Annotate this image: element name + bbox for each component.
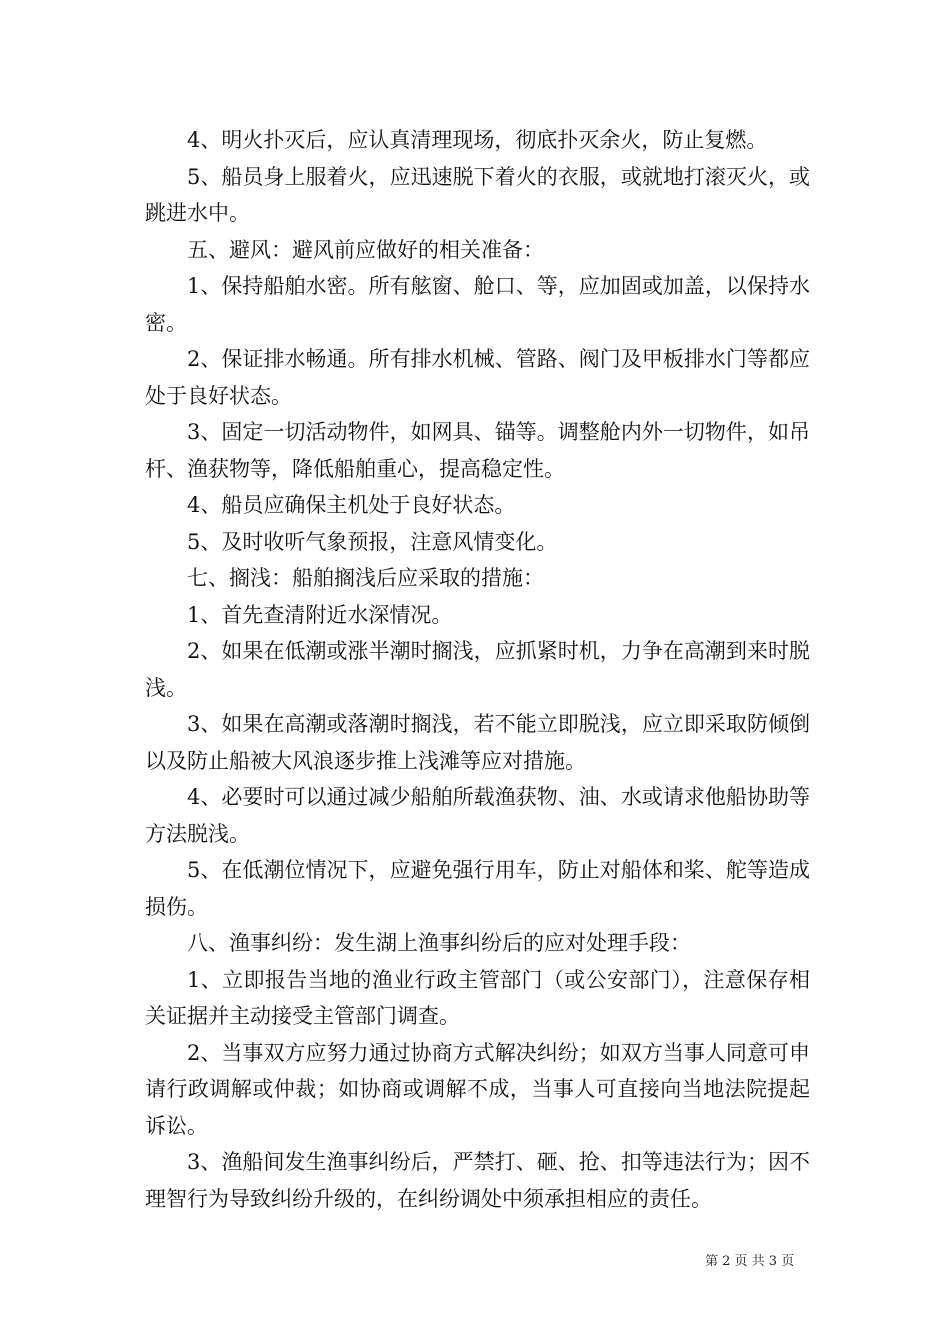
paragraph-wind-3: 3、固定一切活动物件，如网具、锚等。调整舱内外一切物件，如吊杆、渔获物等，降低船舶重心，提高稳定性。 (145, 420, 810, 481)
document-body (145, 122, 810, 1217)
paragraph-wind-5: 5、及时收听气象预报，注意风情变化。 (187, 529, 558, 554)
paragraph-dispute-2: 2、当事双方应努力通过协商方式解决纠纷；如双方当事人同意可申请行政调解或仲裁；如协商或调解不成，当事人可直接向当地法院提起诉讼。 (145, 1040, 810, 1138)
paragraph-wind-4: 4、船员应确保主机处于良好状态。 (187, 493, 516, 517)
paragraph-dispute-1: 1、立即报告当地的渔业行政主管部门（或公安部门），注意保存相关证据并主动接受主管部门调查。 (145, 967, 810, 1028)
page-number: 第 2 页 共 3 页 (705, 1254, 795, 1269)
paragraph-grounding-4: 4、必要时可以通过减少船舶所载渔获物、油、水或请求他船协助等方法脱浅。 (145, 785, 810, 846)
paragraph-fire-5: 5、船员身上服着火，应迅速脱下着火的衣服，或就地打滚灭火，或跳进水中。 (145, 164, 810, 225)
paragraph-wind-1: 1、保持船舶水密。所有舷窗、舱口、等，应加固或加盖，以保持水密。 (145, 274, 810, 335)
section-heading-dispute: 八、渔事纠纷：发生湖上渔事纠纷后的应对处理手段： (187, 931, 691, 955)
paragraph-wind-2: 2、保证排水畅通。所有排水机械、管路、阀门及甲板排水门等都应处于良好状态。 (145, 347, 810, 408)
section-heading-wind: 五、避风：避风前应做好的相关准备： (187, 237, 544, 262)
paragraph-grounding-5: 5、在低潮位情况下，应避免强行用车，防止对船体和桨、舵等造成损伤。 (145, 858, 810, 919)
paragraph-grounding-1: 1、首先查清附近水深情况。 (187, 602, 453, 627)
section-heading-grounding: 七、搁浅：船舶搁浅后应采取的措施： (187, 566, 544, 590)
paragraph-dispute-3: 3、渔船间发生渔事纠纷后，严禁打、砸、抢、扣等违法行为；因不理智行为导致纠纷升级的，在纠纷调处中须承担相应的责任。 (145, 1150, 810, 1211)
paragraph-fire-4: 4、明火扑灭后，应认真清理现场，彻底扑灭余火，防止复燃。 (187, 128, 768, 152)
paragraph-grounding-3: 3、如果在高潮或落潮时搁浅，若不能立即脱浅，应立即采取防倾倒以及防止船被大风浪逐步推上浅滩等应对措施。 (145, 712, 810, 773)
paragraph-grounding-2: 2、如果在低潮或涨半潮时搁浅，应抓紧时机，力争在高潮到来时脱浅。 (145, 639, 810, 700)
